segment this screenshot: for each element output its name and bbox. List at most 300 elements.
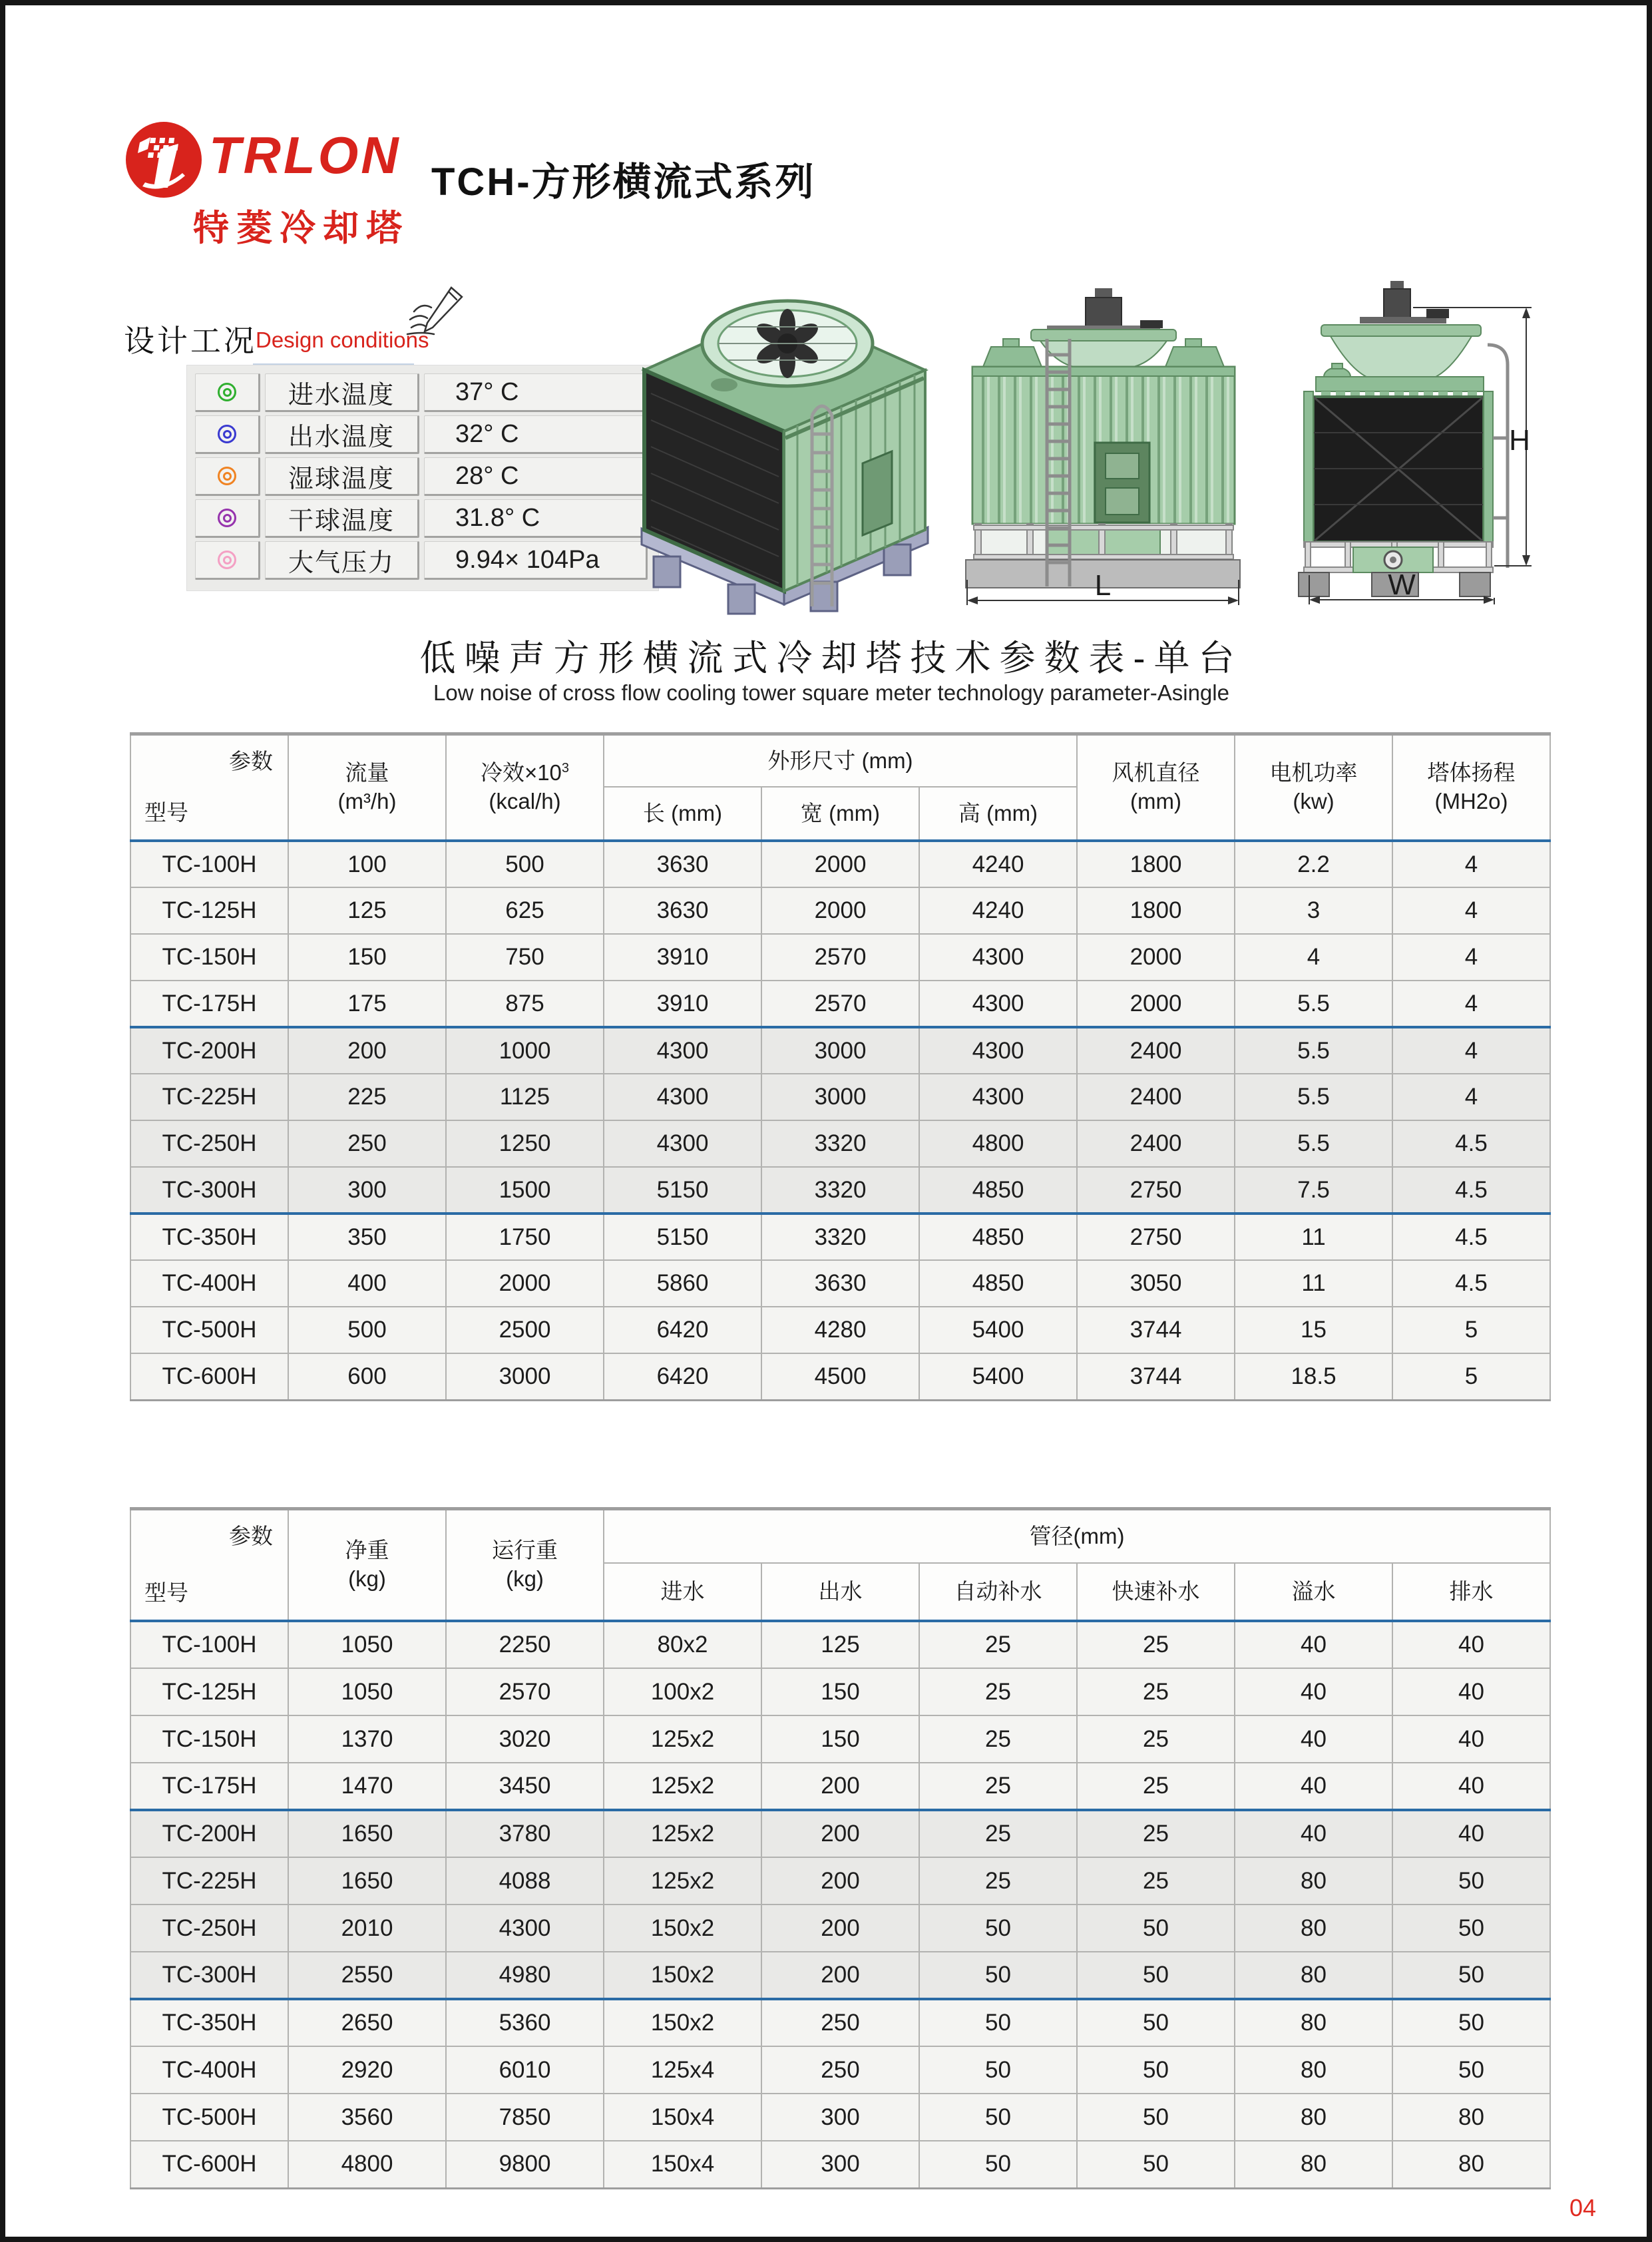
value-cell: 40 (1235, 1668, 1392, 1715)
value-cell: 4300 (446, 1905, 604, 1952)
value-cell: 3020 (446, 1715, 604, 1763)
value-cell: 40 (1392, 1621, 1550, 1668)
value-cell: 50 (919, 2094, 1077, 2141)
value-cell: 125 (288, 887, 446, 934)
value-cell: 50 (1077, 1905, 1235, 1952)
value-cell: 125x4 (604, 2046, 761, 2094)
value-cell: 2920 (288, 2046, 446, 2094)
column-header-running-weight: 运行重 (kg) (446, 1509, 604, 1622)
value-cell: 1650 (288, 1810, 446, 1857)
value-cell: 1050 (288, 1621, 446, 1668)
value-cell: 15 (1235, 1307, 1392, 1353)
model-cell: TC-350H (130, 1999, 288, 2046)
table-row (130, 1214, 1550, 1260)
value-cell: 125 (761, 1621, 919, 1668)
condition-value: 28° C (424, 457, 648, 496)
design-condition-row (195, 499, 650, 538)
value-cell: 2570 (446, 1668, 604, 1715)
table-row (130, 1307, 1550, 1353)
table1-body (130, 841, 1550, 1400)
column-header-fan-diameter: 风机直径 (mm) (1077, 734, 1235, 841)
value-cell: 80 (1235, 1905, 1392, 1952)
value-cell: 3 (1235, 887, 1392, 934)
design-condition-row (195, 457, 650, 496)
value-cell: 5.5 (1235, 1074, 1392, 1120)
value-cell: 40 (1235, 1715, 1392, 1763)
design-condition-row (195, 541, 650, 580)
column-header-auto-makeup: 自动补水 (919, 1563, 1077, 1621)
value-cell: 3000 (761, 1027, 919, 1074)
value-cell: 4 (1392, 887, 1550, 934)
ring-icon (195, 457, 260, 496)
column-header-pipe-group: 管径(mm) (604, 1509, 1550, 1564)
model-cell: TC-600H (130, 1353, 288, 1400)
value-cell: 3910 (604, 934, 761, 981)
value-cell: 4500 (761, 1353, 919, 1400)
value-cell: 3630 (604, 841, 761, 887)
table-row (130, 1810, 1550, 1857)
condition-label: 湿球温度 (265, 457, 419, 496)
brand-name-chinese: 特菱冷却塔 (193, 208, 409, 248)
value-cell: 2000 (761, 841, 919, 887)
value-cell: 175 (288, 981, 446, 1027)
value-cell: 50 (919, 1999, 1077, 2046)
model-cell: TC-300H (130, 1167, 288, 1214)
table-row (130, 1857, 1550, 1905)
value-cell: 150 (288, 934, 446, 981)
model-cell: TC-500H (130, 1307, 288, 1353)
value-cell: 1800 (1077, 841, 1235, 887)
table-corner-cell (130, 734, 288, 841)
value-cell: 50 (919, 1952, 1077, 1999)
model-cell: TC-200H (130, 1810, 288, 1857)
value-cell: 1370 (288, 1715, 446, 1763)
table-row (130, 1905, 1550, 1952)
value-cell: 150 (761, 1715, 919, 1763)
model-cell: TC-600H (130, 2141, 288, 2188)
model-cell: TC-400H (130, 1260, 288, 1307)
value-cell: 50 (1392, 1857, 1550, 1905)
model-cell: TC-250H (130, 1120, 288, 1167)
value-cell: 4240 (919, 887, 1077, 934)
value-cell: 250 (288, 1120, 446, 1167)
value-cell: 4 (1392, 1027, 1550, 1074)
technical-parameter-table (130, 732, 1551, 1401)
value-cell: 40 (1235, 1810, 1392, 1857)
model-cell: TC-500H (130, 2094, 288, 2141)
table1-header (130, 734, 1550, 841)
value-cell: 1650 (288, 1857, 446, 1905)
condition-label: 进水温度 (265, 373, 419, 412)
value-cell: 3780 (446, 1810, 604, 1857)
value-cell: 5.5 (1235, 1027, 1392, 1074)
column-header-tower-head: 塔体扬程 (MH2o) (1392, 734, 1550, 841)
value-cell: 1125 (446, 1074, 604, 1120)
value-cell: 4 (1392, 934, 1550, 981)
value-cell: 300 (761, 2094, 919, 2141)
value-cell: 80 (1392, 2094, 1550, 2141)
value-cell: 40 (1392, 1763, 1550, 1810)
value-cell: 3320 (761, 1214, 919, 1260)
value-cell: 4.5 (1392, 1214, 1550, 1260)
value-cell: 200 (761, 1905, 919, 1952)
table2-body (130, 1621, 1550, 2188)
model-cell: TC-125H (130, 1668, 288, 1715)
value-cell: 40 (1392, 1715, 1550, 1763)
value-cell: 50 (1077, 1999, 1235, 2046)
value-cell: 80 (1235, 1999, 1392, 2046)
value-cell: 3450 (446, 1763, 604, 1810)
page-title: TCH-方形横流式系列 (431, 160, 816, 204)
table-corner-cell (130, 1509, 288, 1622)
ring-icon (195, 541, 260, 580)
corner-label-top: 参数 (229, 749, 273, 774)
value-cell: 80 (1235, 2141, 1392, 2188)
value-cell: 3050 (1077, 1260, 1235, 1307)
value-cell: 1250 (446, 1120, 604, 1167)
value-cell: 750 (446, 934, 604, 981)
corner-label-top: 参数 (229, 1524, 273, 1548)
ring-icon (195, 499, 260, 538)
value-cell: 5400 (919, 1307, 1077, 1353)
value-cell: 4280 (761, 1307, 919, 1353)
value-cell: 80 (1235, 2046, 1392, 2094)
column-header-drain: 排水 (1392, 1563, 1550, 1621)
ring-icon (195, 373, 260, 412)
pen-sketch-icon (405, 285, 469, 337)
value-cell: 600 (288, 1353, 446, 1400)
value-cell: 4300 (604, 1074, 761, 1120)
value-cell: 200 (761, 1857, 919, 1905)
value-cell: 1500 (446, 1167, 604, 1214)
value-cell: 2010 (288, 1905, 446, 1952)
value-cell: 350 (288, 1214, 446, 1260)
value-cell: 225 (288, 1074, 446, 1120)
value-cell: 50 (919, 2141, 1077, 2188)
value-cell: 7.5 (1235, 1167, 1392, 1214)
value-cell: 1470 (288, 1763, 446, 1810)
column-header-net-weight: 净重 (kg) (288, 1509, 446, 1622)
value-cell: 500 (446, 841, 604, 887)
table-row (130, 1260, 1550, 1307)
value-cell: 150x4 (604, 2141, 761, 2188)
value-cell: 25 (919, 1668, 1077, 1715)
value-cell: 4.5 (1392, 1260, 1550, 1307)
model-cell: TC-300H (130, 1952, 288, 1999)
value-cell: 875 (446, 981, 604, 1027)
design-conditions-title-en: Design conditions (256, 328, 429, 352)
value-cell: 80 (1235, 2094, 1392, 2141)
model-cell: TC-175H (130, 1763, 288, 1810)
value-cell: 25 (919, 1810, 1077, 1857)
model-cell: TC-100H (130, 841, 288, 887)
design-conditions-title-cn: 设计工况 (124, 324, 257, 358)
value-cell: 150x2 (604, 1999, 761, 2046)
value-cell: 100x2 (604, 1668, 761, 1715)
value-cell: 200 (761, 1952, 919, 1999)
value-cell: 1000 (446, 1027, 604, 1074)
value-cell: 80 (1392, 2141, 1550, 2188)
column-header-flow: 流量 (m³/h) (288, 734, 446, 841)
value-cell: 250 (761, 2046, 919, 2094)
value-cell: 4240 (919, 841, 1077, 887)
model-cell: TC-100H (130, 1621, 288, 1668)
value-cell: 3000 (446, 1353, 604, 1400)
value-cell: 2500 (446, 1307, 604, 1353)
value-cell: 3000 (761, 1074, 919, 1120)
brand-name: TRLON (209, 126, 401, 184)
value-cell: 5 (1392, 1353, 1550, 1400)
model-cell: TC-400H (130, 2046, 288, 2094)
value-cell: 3744 (1077, 1353, 1235, 1400)
condition-value: 31.8° C (424, 499, 648, 538)
trlon-logo-icon (124, 120, 204, 200)
corner-label-bottom: 型号 (144, 800, 188, 825)
value-cell: 25 (1077, 1857, 1235, 1905)
value-cell: 2000 (446, 1260, 604, 1307)
column-header-motor-power: 电机功率 (kw) (1235, 734, 1392, 841)
design-condition-row (195, 373, 650, 412)
value-cell: 4800 (288, 2141, 446, 2188)
value-cell: 40 (1392, 1810, 1550, 1857)
value-cell: 2000 (1077, 934, 1235, 981)
page-number: 04 (1569, 2194, 1596, 2221)
value-cell: 2400 (1077, 1027, 1235, 1074)
value-cell: 200 (288, 1027, 446, 1074)
value-cell: 40 (1235, 1763, 1392, 1810)
value-cell: 4850 (919, 1214, 1077, 1260)
value-cell: 4300 (919, 981, 1077, 1027)
value-cell: 150x4 (604, 2094, 761, 2141)
value-cell: 125x2 (604, 1763, 761, 1810)
model-cell: TC-200H (130, 1027, 288, 1074)
value-cell: 50 (1392, 1905, 1550, 1952)
column-header-quick-makeup: 快速补水 (1077, 1563, 1235, 1621)
value-cell: 2550 (288, 1952, 446, 1999)
value-cell: 4088 (446, 1857, 604, 1905)
value-cell: 50 (919, 1905, 1077, 1952)
value-cell: 4.5 (1392, 1120, 1550, 1167)
value-cell: 4850 (919, 1260, 1077, 1307)
value-cell: 4300 (919, 934, 1077, 981)
column-header-height: 高 (mm) (919, 787, 1077, 841)
value-cell: 100 (288, 841, 446, 887)
condition-value: 9.94× 104Pa (424, 541, 648, 580)
table-row (130, 1952, 1550, 1999)
value-cell: 2570 (761, 934, 919, 981)
value-cell: 125x2 (604, 1810, 761, 1857)
table-row (130, 1999, 1550, 2046)
value-cell: 3910 (604, 981, 761, 1027)
value-cell: 2650 (288, 1999, 446, 2046)
model-cell: TC-225H (130, 1857, 288, 1905)
value-cell: 2570 (761, 981, 919, 1027)
value-cell: 5360 (446, 1999, 604, 2046)
value-cell: 50 (1392, 2046, 1550, 2094)
table-row (130, 1621, 1550, 1668)
value-cell: 3630 (761, 1260, 919, 1307)
value-cell: 50 (1392, 1999, 1550, 2046)
value-cell: 50 (1077, 1952, 1235, 1999)
value-cell: 5150 (604, 1167, 761, 1214)
value-cell: 500 (288, 1307, 446, 1353)
value-cell: 4300 (604, 1120, 761, 1167)
value-cell: 3320 (761, 1167, 919, 1214)
value-cell: 2750 (1077, 1214, 1235, 1260)
value-cell: 18.5 (1235, 1353, 1392, 1400)
value-cell: 3744 (1077, 1307, 1235, 1353)
value-cell: 80x2 (604, 1621, 761, 1668)
value-cell: 25 (919, 1857, 1077, 1905)
table-row (130, 1074, 1550, 1120)
value-cell: 4 (1235, 934, 1392, 981)
cooling-tower-isometric-illustration (598, 244, 970, 616)
value-cell: 6010 (446, 2046, 604, 2094)
value-cell: 4 (1392, 981, 1550, 1027)
value-cell: 3320 (761, 1120, 919, 1167)
value-cell: 5 (1392, 1307, 1550, 1353)
model-cell: TC-250H (130, 1905, 288, 1952)
dimension-label-l: L (1094, 569, 1112, 602)
value-cell: 25 (1077, 1621, 1235, 1668)
value-cell: 25 (1077, 1668, 1235, 1715)
cooling-tower-side-view-illustration (1260, 265, 1543, 608)
design-conditions-table (186, 365, 659, 591)
model-cell: TC-150H (130, 1715, 288, 1763)
value-cell: 40 (1392, 1668, 1550, 1715)
section-title-cn: 低噪声方形横流式冷却塔技术参数表-单台 (419, 638, 1243, 678)
corner-label-bottom: 型号 (144, 1580, 188, 1606)
table-row (130, 934, 1550, 981)
column-header-width: 宽 (mm) (761, 787, 919, 841)
value-cell: 3630 (604, 887, 761, 934)
value-cell: 5.5 (1235, 1120, 1392, 1167)
value-cell: 300 (761, 2141, 919, 2188)
model-cell: TC-350H (130, 1214, 288, 1260)
condition-label: 出水温度 (265, 415, 419, 454)
table-row (130, 1120, 1550, 1167)
value-cell: 5860 (604, 1260, 761, 1307)
table-row (130, 2141, 1550, 2188)
column-header-overflow: 溢水 (1235, 1563, 1392, 1621)
value-cell: 625 (446, 887, 604, 934)
value-cell: 1800 (1077, 887, 1235, 934)
column-header-cooling: 冷效$\times 10^3$ (kcal/h) (446, 734, 604, 841)
value-cell: 40 (1235, 1621, 1392, 1668)
condition-label: 干球温度 (265, 499, 419, 538)
value-cell: 250 (761, 1999, 919, 2046)
value-cell: 7850 (446, 2094, 604, 2141)
value-cell: 4850 (919, 1167, 1077, 1214)
table-row (130, 2046, 1550, 2094)
value-cell: 11 (1235, 1260, 1392, 1307)
value-cell: 200 (761, 1763, 919, 1810)
table-row (130, 1167, 1550, 1214)
value-cell: 2.2 (1235, 841, 1392, 887)
value-cell: 50 (919, 2046, 1077, 2094)
value-cell: 4300 (604, 1027, 761, 1074)
table-row (130, 1715, 1550, 1763)
value-cell: 80 (1235, 1952, 1392, 1999)
section-title-en: Low noise of cross flow cooling tower square meter technology parameter-Asingle (433, 680, 1229, 705)
value-cell: 1050 (288, 1668, 446, 1715)
value-cell: 150 (761, 1668, 919, 1715)
condition-value: 37° C (424, 373, 648, 412)
condition-value: 32° C (424, 415, 648, 454)
value-cell: 25 (1077, 1810, 1235, 1857)
value-cell: 25 (919, 1621, 1077, 1668)
model-cell: TC-175H (130, 981, 288, 1027)
value-cell: 25 (1077, 1715, 1235, 1763)
table-row (130, 1668, 1550, 1715)
value-cell: 2000 (1077, 981, 1235, 1027)
value-cell: 2400 (1077, 1120, 1235, 1167)
column-header-inlet: 进水 (604, 1563, 761, 1621)
value-cell: 2000 (761, 887, 919, 934)
value-cell: 4800 (919, 1120, 1077, 1167)
value-cell: 4300 (919, 1027, 1077, 1074)
value-cell: 2750 (1077, 1167, 1235, 1214)
value-cell: 4 (1392, 841, 1550, 887)
value-cell: 9800 (446, 2141, 604, 2188)
column-header-outlet: 出水 (761, 1563, 919, 1621)
value-cell: 2400 (1077, 1074, 1235, 1120)
value-cell: 125x2 (604, 1857, 761, 1905)
value-cell: 6420 (604, 1353, 761, 1400)
value-cell: 5.5 (1235, 981, 1392, 1027)
table-row (130, 1027, 1550, 1074)
model-cell: TC-150H (130, 934, 288, 981)
value-cell: 25 (1077, 1763, 1235, 1810)
value-cell: 1750 (446, 1214, 604, 1260)
cooling-tower-front-view-illustration (947, 268, 1260, 611)
value-cell: 50 (1392, 1952, 1550, 1999)
value-cell: 5150 (604, 1214, 761, 1260)
column-header-length: 长 (mm) (604, 787, 761, 841)
value-cell: 5400 (919, 1353, 1077, 1400)
value-cell: 4300 (919, 1074, 1077, 1120)
dimension-label-h: H (1509, 424, 1530, 457)
value-cell: 25 (919, 1763, 1077, 1810)
weight-pipe-table (130, 1507, 1551, 2189)
value-cell: 4 (1392, 1074, 1550, 1120)
model-cell: TC-125H (130, 887, 288, 934)
value-cell: 6420 (604, 1307, 761, 1353)
table-row (130, 887, 1550, 934)
value-cell: 11 (1235, 1214, 1392, 1260)
design-condition-row (195, 415, 650, 454)
value-cell: 4980 (446, 1952, 604, 1999)
value-cell: 3560 (288, 2094, 446, 2141)
table2-header (130, 1509, 1550, 1622)
value-cell: 4.5 (1392, 1167, 1550, 1214)
model-cell: TC-225H (130, 1074, 288, 1120)
value-cell: 2250 (446, 1621, 604, 1668)
dimension-label-w: W (1388, 568, 1416, 601)
value-cell: 150x2 (604, 1952, 761, 1999)
table-row (130, 841, 1550, 887)
table-row (130, 1763, 1550, 1810)
table-row (130, 2094, 1550, 2141)
table-row (130, 981, 1550, 1027)
value-cell: 50 (1077, 2094, 1235, 2141)
value-cell: 125x2 (604, 1715, 761, 1763)
value-cell: 200 (761, 1810, 919, 1857)
column-header-dimensions-group: 外形尺寸 (mm) (604, 734, 1077, 787)
value-cell: 400 (288, 1260, 446, 1307)
value-cell: 50 (1077, 2141, 1235, 2188)
value-cell: 300 (288, 1167, 446, 1214)
